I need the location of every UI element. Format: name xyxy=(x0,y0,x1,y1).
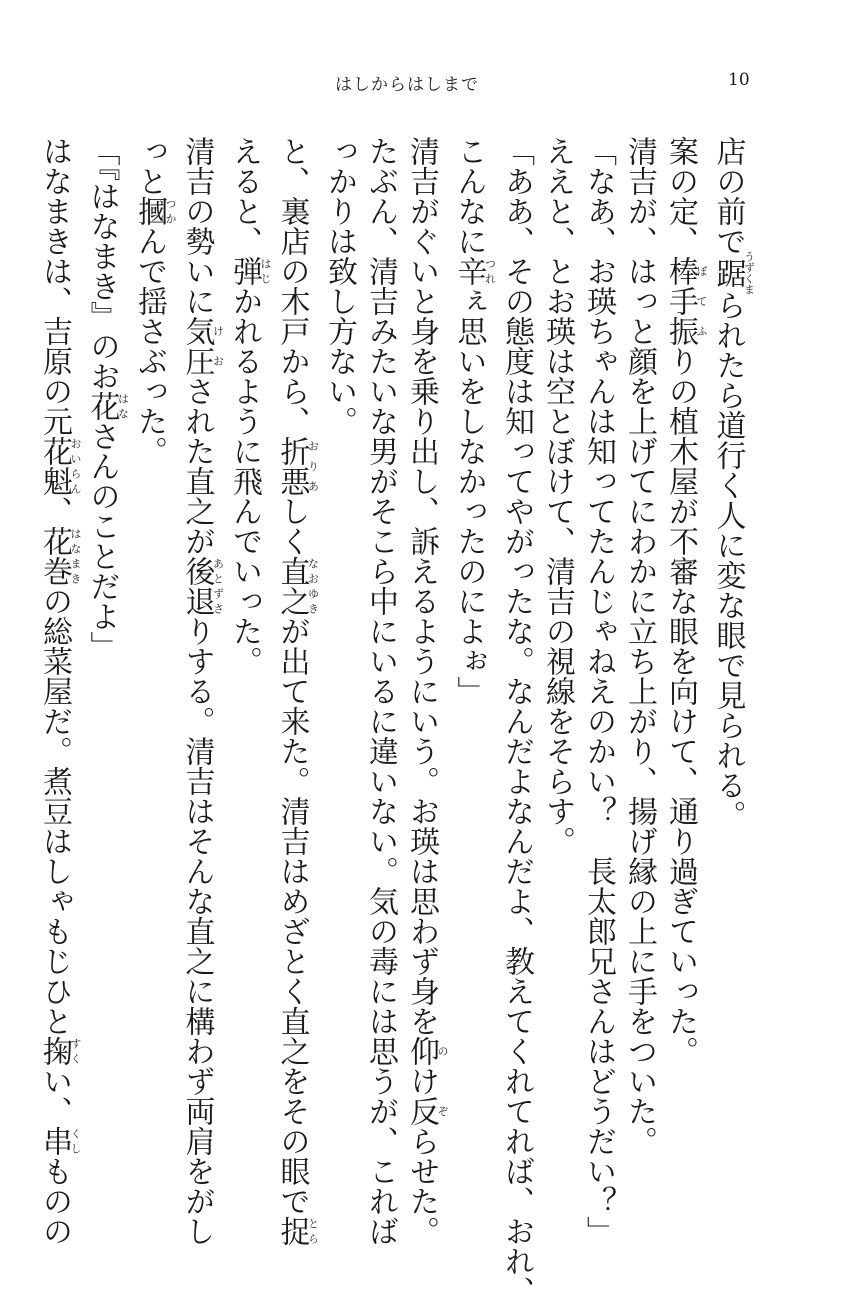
text-run: はなまきは、吉原の元 xyxy=(37,136,72,436)
ruby-word xyxy=(710,251,756,295)
ruby-word xyxy=(37,526,82,586)
text-run: んで揺さぶった。 xyxy=(132,226,167,466)
ruby-word xyxy=(84,391,130,421)
text-run: け xyxy=(404,1066,439,1096)
ruby-word xyxy=(404,1036,449,1066)
text-line xyxy=(177,136,225,1246)
ruby-reading: ぞ xyxy=(436,1096,449,1126)
ruby-base: 弾 xyxy=(227,256,262,286)
ruby-word xyxy=(404,1096,449,1126)
text-run: かれるように飛んでいった。 xyxy=(227,286,262,676)
text-line xyxy=(660,136,708,1136)
ruby-reading: おいらん xyxy=(69,436,82,496)
ruby-word xyxy=(37,436,82,496)
text-run: りの植木屋が不審な眼を向けて、通り過ぎていった。 xyxy=(663,346,698,1066)
running-header xyxy=(0,70,841,98)
text-run: 「なあ、お瑛ちゃんは知ってたんじゃねえのかい？ 長太郎兄さんはどうだい？」 xyxy=(581,136,616,1246)
text-run: 、 xyxy=(37,496,72,526)
text-line xyxy=(272,136,320,1246)
text-line xyxy=(537,136,578,1136)
ruby-base: 花巻 xyxy=(37,526,72,586)
text-run: 清吉がぐいと身を乗り出し、訴えるようにいう。お瑛は思わず身を xyxy=(404,136,439,1036)
text-run: と、裏店の木戸から、 xyxy=(274,136,310,436)
ruby-reading: すく xyxy=(69,1036,82,1066)
ruby-reading: うずくま xyxy=(742,251,756,295)
ruby-reading: けお xyxy=(211,316,225,376)
text-line xyxy=(82,136,130,1136)
ruby-base: 辛 xyxy=(451,256,487,286)
text-run: された直之が xyxy=(179,376,215,556)
text-line xyxy=(129,136,177,1136)
text-run: っかりは致し方ない。 xyxy=(322,136,357,436)
ruby-base: 串 xyxy=(37,1126,72,1156)
text-run: ぇ思いをしなかったのによぉ」 xyxy=(451,286,487,706)
ruby-reading: ぼてふ xyxy=(695,256,708,346)
ruby-base: 掬 xyxy=(37,1036,72,1066)
ruby-base: 折悪 xyxy=(274,436,310,496)
ruby-base: 仰 xyxy=(404,1036,439,1066)
text-line xyxy=(360,136,401,1246)
text-line xyxy=(708,136,756,1136)
ruby-word xyxy=(274,1216,320,1246)
text-run: さんのことだよ」 xyxy=(84,421,120,661)
ruby-reading: くし xyxy=(69,1126,82,1156)
text-run: られたら道行く人に変な眼で見られる。 xyxy=(710,290,746,830)
ruby-base: 花 xyxy=(84,391,120,421)
text-line xyxy=(449,136,497,1136)
text-run: こんなに xyxy=(451,136,487,256)
text-run: い、 xyxy=(37,1066,72,1126)
ruby-reading: おりあ xyxy=(306,436,320,496)
text-run: 「『はなまき』のお xyxy=(84,136,120,391)
text-line xyxy=(578,136,619,1246)
text-run: りする。清吉はそんな直之に構わず両肩をがし xyxy=(179,616,215,1246)
ruby-reading: はな xyxy=(116,391,130,421)
vertical-text-body xyxy=(37,136,756,1306)
text-run: しく xyxy=(274,496,310,556)
text-run: 清吉の勢いに xyxy=(179,136,215,316)
ruby-base: 反 xyxy=(404,1096,439,1126)
ruby-word xyxy=(132,196,177,226)
text-run: 「ああ、その態度は知ってやがったな。なんだよなんだよ、教えてくれてれば、おれ、 xyxy=(499,136,534,1306)
text-line xyxy=(34,136,82,1246)
text-run: らせた。 xyxy=(404,1126,439,1246)
ruby-word xyxy=(37,1036,82,1066)
ruby-base: 気圧 xyxy=(179,316,215,376)
ruby-reading: はなまき xyxy=(69,526,82,586)
ruby-reading: とら xyxy=(306,1216,320,1246)
page-number: 10 xyxy=(728,70,750,90)
text-run: の総菜屋だ。煮豆はしゃもじひと xyxy=(37,586,72,1036)
ruby-base: 摑 xyxy=(132,196,167,226)
text-run: たぶん、清吉みたいな男がそこら中にいるに違いない。気の毒には思うが、これば xyxy=(363,136,398,1246)
text-run: ものの xyxy=(37,1156,72,1246)
ruby-word xyxy=(274,436,320,496)
ruby-base: 花魁 xyxy=(37,436,72,496)
ruby-base: 捉 xyxy=(274,1216,310,1246)
text-line xyxy=(401,136,449,1246)
ruby-word xyxy=(274,556,320,616)
ruby-reading: の xyxy=(436,1036,449,1066)
ruby-base: 後退 xyxy=(179,556,215,616)
ruby-reading: はじ xyxy=(259,256,272,286)
ruby-word xyxy=(37,1126,82,1156)
ruby-reading: つか xyxy=(164,196,177,226)
text-run: っと xyxy=(132,136,167,196)
text-line xyxy=(496,136,537,1306)
book-title: はしからはしまで xyxy=(335,75,479,95)
text-line xyxy=(319,136,360,1136)
text-run: 店の前で xyxy=(710,136,746,256)
ruby-base: 直之 xyxy=(274,556,310,616)
text-run: が出て来た。清吉はめざとく直之をその眼で xyxy=(274,616,310,1216)
text-run: ええと、とお瑛は空とぼけて、清吉の視線をそらす。 xyxy=(540,136,575,856)
ruby-reading: なおゆき xyxy=(306,556,320,616)
ruby-base: 踞 xyxy=(710,251,746,295)
ruby-word xyxy=(179,316,225,376)
ruby-word xyxy=(451,256,497,286)
ruby-word xyxy=(663,256,708,346)
ruby-reading: つれ xyxy=(483,256,497,286)
ruby-word xyxy=(179,556,225,616)
text-run: 案の定、 xyxy=(663,136,698,256)
text-run: えると、 xyxy=(227,136,262,256)
text-line xyxy=(224,136,272,1136)
ruby-word xyxy=(227,256,272,286)
ruby-base: 棒手振 xyxy=(663,256,698,346)
text-line xyxy=(619,136,660,1156)
ruby-reading: あとずさ xyxy=(211,556,225,616)
text-run: 清吉が、はっと顔を上げてにわかに立ち上がり、揚げ縁の上に手をついた。 xyxy=(622,136,657,1156)
